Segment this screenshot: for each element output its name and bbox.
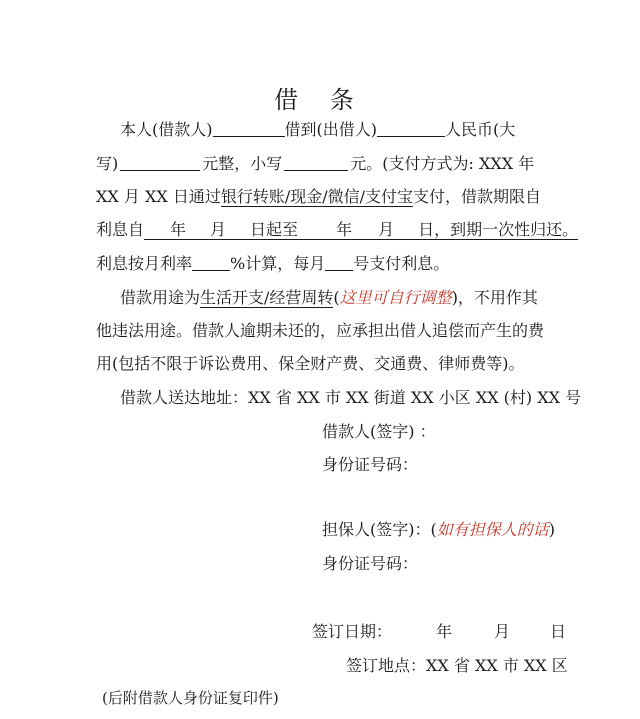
para1-line4 (96, 218, 578, 242)
document-title: 借 条 (274, 86, 366, 114)
para1-line2 (96, 152, 534, 176)
guarantor-id: 身份证号码： (322, 554, 419, 573)
para2-line3: 用(包括不限于诉讼费用、保全财产费、交通费、律师费等)。 (96, 354, 525, 373)
text: 本人(借款人) (120, 120, 213, 139)
end-day: 日，到期一次性归还。 (394, 220, 578, 240)
rate-blank[interactable] (192, 254, 230, 271)
para1-line5 (96, 252, 449, 276)
text: XX 月 XX 日通过 (96, 187, 221, 206)
borrower-id: 身份证号码： (322, 455, 419, 474)
sign-month: 月 (494, 622, 511, 641)
para1-line1 (120, 118, 515, 142)
lender-name-blank[interactable] (377, 120, 445, 137)
para2-line2: 他违法用途。借款人逾期未还的，应承担出借人追偿而产生的费 (96, 321, 545, 340)
purpose: 生活开支/经营周转 (200, 288, 334, 307)
text: 人民币(大 (445, 120, 516, 139)
text: 写) (96, 154, 119, 173)
payment-method: 银行转账/现金/微信/支付宝 (220, 187, 414, 206)
text: 利息按月利率 (96, 254, 193, 273)
end-month: 月 (352, 220, 394, 240)
text: ) (548, 520, 555, 539)
text: 支付，借款期限自 (413, 187, 542, 206)
text: 号支付利息。 (353, 254, 450, 273)
text: 担保人(签字)：( (322, 520, 437, 539)
text: )，不用作其 (451, 288, 538, 307)
footnote: (后附借款人身份证复印件) (102, 689, 279, 707)
start-month: 月 (186, 220, 226, 240)
text: 借款用途为 (120, 288, 201, 307)
sign-date (312, 620, 566, 644)
amount-lower-blank[interactable] (284, 154, 348, 171)
text: 利息自 (96, 220, 145, 239)
sign-date-label: 签订日期： (312, 622, 393, 641)
text: %计算，每月 (230, 254, 326, 273)
lender-blank[interactable] (213, 120, 285, 137)
sign-place: 签订地点：XX 省 XX 市 XX 区 (346, 656, 568, 675)
para1-line3 (96, 185, 541, 209)
para2-line1 (120, 286, 538, 310)
borrower-sign: 借款人(签字) ： (322, 422, 436, 441)
guarantor-sign (322, 518, 555, 542)
address-line: 借款人送达地址：XX 省 XX 市 XX 街道 XX 小区 XX (村) XX 号 (120, 388, 582, 407)
sign-year: 年 (436, 622, 453, 641)
text: ( (333, 288, 340, 307)
adjust-note: 这里可自行调整 (339, 288, 452, 307)
guarantor-note: 如有担保人的话 (436, 520, 549, 539)
sign-day: 日 (550, 622, 567, 641)
day-blank[interactable] (325, 254, 353, 271)
text: 元整，小写 (202, 154, 283, 173)
start-day: 日起至 (226, 220, 298, 240)
text: 借到(出借人) (284, 120, 377, 139)
end-year: 年 (298, 220, 352, 240)
start-year: 年 (144, 220, 186, 240)
text: 元。(支付方式为: XXX 年 (350, 154, 535, 173)
amount-upper-blank[interactable] (120, 154, 200, 171)
